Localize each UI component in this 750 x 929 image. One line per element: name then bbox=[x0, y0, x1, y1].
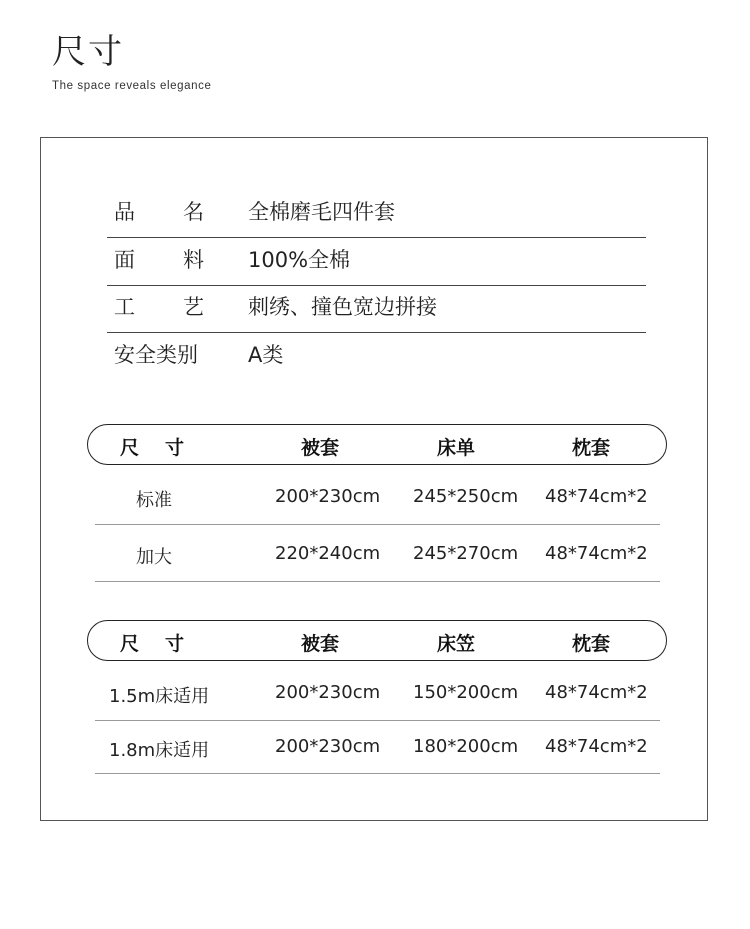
size-header-char: 尺 bbox=[120, 633, 140, 655]
table1-header bbox=[87, 424, 667, 465]
page-title: 尺寸 bbox=[52, 32, 124, 72]
page-subtitle: The space reveals elegance bbox=[52, 80, 212, 92]
spec-value: 全棉磨毛四件套 bbox=[248, 200, 395, 224]
cell-pillowcase: 48*74cm*2 bbox=[545, 682, 648, 703]
cell-pillowcase: 48*74cm*2 bbox=[545, 486, 648, 507]
cell-duvet: 200*230cm bbox=[275, 736, 381, 757]
table-row bbox=[95, 666, 660, 721]
cell-fitted-sheet: 180*200cm bbox=[413, 736, 519, 757]
cell-pillowcase: 48*74cm*2 bbox=[545, 736, 648, 757]
spec-label-char: 工 bbox=[114, 295, 135, 319]
size-header-char: 寸 bbox=[164, 633, 184, 655]
spec-label bbox=[114, 244, 204, 274]
spec-label-char: 面 bbox=[114, 248, 135, 272]
size-header bbox=[120, 433, 184, 460]
cell-duvet: 200*230cm bbox=[275, 682, 381, 703]
spec-row-craft bbox=[107, 284, 646, 333]
col-header-fitted-sheet: 床笠 bbox=[437, 633, 476, 655]
row-name: 1.5m床适用 bbox=[109, 686, 210, 707]
row-name: 加大 bbox=[136, 547, 172, 568]
cell-duvet: 200*230cm bbox=[275, 486, 381, 507]
spec-label-char: 艺 bbox=[183, 295, 204, 319]
table-row bbox=[95, 525, 660, 582]
size-header-char: 寸 bbox=[164, 437, 184, 459]
col-header-duvet: 被套 bbox=[301, 437, 340, 459]
cell-sheet: 245*270cm bbox=[413, 543, 519, 564]
col-header-sheet: 床单 bbox=[437, 437, 476, 459]
spec-value: A类 bbox=[248, 343, 284, 367]
spec-label bbox=[114, 291, 204, 321]
size-header-char: 尺 bbox=[120, 437, 140, 459]
row-name: 标准 bbox=[136, 490, 172, 511]
cell-duvet: 220*240cm bbox=[275, 543, 381, 564]
col-header-pillowcase: 枕套 bbox=[572, 437, 611, 459]
cell-fitted-sheet: 150*200cm bbox=[413, 682, 519, 703]
spec-label: 安全类别 bbox=[114, 343, 198, 367]
table-row bbox=[95, 721, 660, 774]
spec-label-char: 料 bbox=[183, 248, 204, 272]
col-header-pillowcase: 枕套 bbox=[572, 633, 611, 655]
table-row bbox=[95, 470, 660, 525]
spec-row-material bbox=[107, 237, 646, 286]
spec-label-char: 名 bbox=[183, 200, 204, 224]
spec-row-product-name bbox=[107, 189, 646, 238]
cell-sheet: 245*250cm bbox=[413, 486, 519, 507]
spec-label-char: 品 bbox=[114, 200, 135, 224]
table2-header bbox=[87, 620, 667, 661]
cell-pillowcase: 48*74cm*2 bbox=[545, 543, 648, 564]
col-header-duvet: 被套 bbox=[301, 633, 340, 655]
spec-row-safety bbox=[107, 332, 646, 380]
spec-label bbox=[114, 196, 204, 226]
spec-value: 100%全棉 bbox=[248, 248, 351, 272]
spec-value: 刺绣、撞色宽边拼接 bbox=[248, 295, 437, 319]
size-header bbox=[120, 629, 184, 656]
row-name: 1.8m床适用 bbox=[109, 740, 210, 761]
